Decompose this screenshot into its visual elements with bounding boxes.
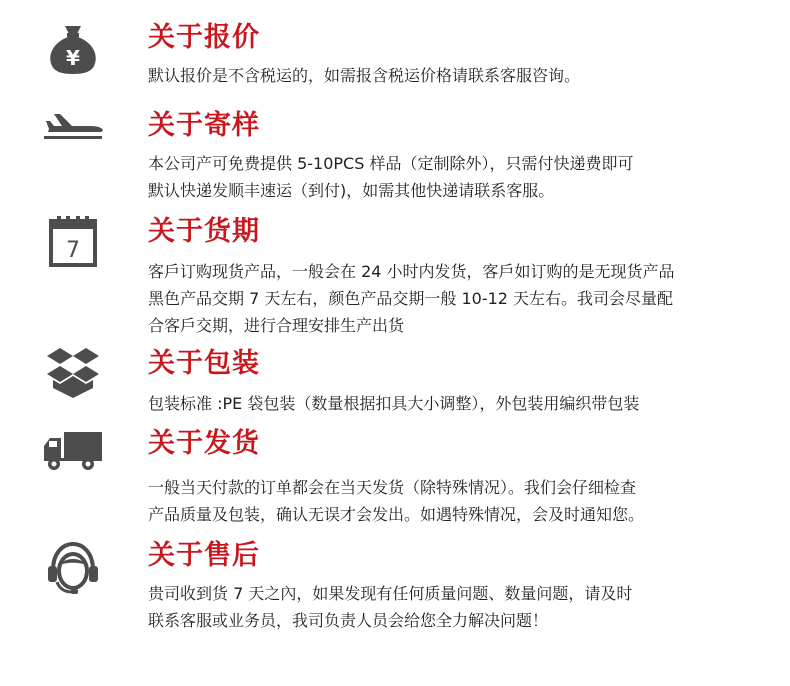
- body-line: 默认报价是不含税运的，如需报含税运价格请联系客服咨询。: [148, 66, 581, 85]
- calendar-icon: [40, 212, 106, 268]
- section-body: [148, 474, 778, 528]
- body-line: 联系客服或业务员，我司负责人员会给您全力解决问题！: [148, 611, 549, 630]
- calendar-day: 7: [66, 238, 80, 263]
- body-line: 合客戶交期，进行合理安排生产出货: [148, 316, 405, 335]
- delivery-truck-icon: [40, 420, 106, 476]
- section-title: 关于报价: [148, 22, 260, 53]
- body-line: 一般当天付款的订单都会在当天发货（除特殊情况）。我们会仔细检查: [148, 478, 637, 497]
- section-title: 关于发货: [148, 428, 260, 459]
- section-body: [148, 580, 778, 634]
- svg-text:¥: ¥: [66, 46, 80, 70]
- section-body: [148, 150, 778, 204]
- section-title: 关于货期: [148, 216, 260, 247]
- body-line: 默认快递发顺丰速运（到付)，如需其他快递请联系客服。: [148, 181, 555, 200]
- section-title: 关于寄样: [148, 110, 260, 141]
- section-title: 关于包装: [148, 348, 260, 379]
- customer-service-headset-icon: [40, 540, 106, 596]
- section-body: [148, 258, 778, 339]
- body-line: 黑色产品交期 7 天左右，颜色产品交期一般 10-12 天左右。我司会尽量配: [148, 289, 674, 308]
- body-line: 包装标准 :PE 袋包装（数量根据扣具大小调整），外包装用编织带包装: [148, 394, 640, 413]
- section-title: 关于售后: [148, 540, 260, 571]
- package-box-icon: [40, 344, 106, 400]
- section-body: [148, 62, 778, 89]
- body-line: 本公司产可免费提供 5-10PCS 样品（定制除外），只需付快递费即可: [148, 154, 634, 173]
- body-line: 客戶订购现货产品，一般会在 24 小时内发货，客戶如订购的是无现货产品: [148, 262, 675, 281]
- body-line: 贵司收到货 7 天之內，如果发现有任何质量问题、数量问题，请及时: [148, 584, 633, 603]
- section-body: [148, 390, 778, 417]
- money-bag-icon: [40, 20, 106, 76]
- body-line: 产品质量及包装，确认无误才会发出。如遇特殊情况，会及时通知您。: [148, 505, 645, 524]
- airplane-icon: [40, 102, 106, 158]
